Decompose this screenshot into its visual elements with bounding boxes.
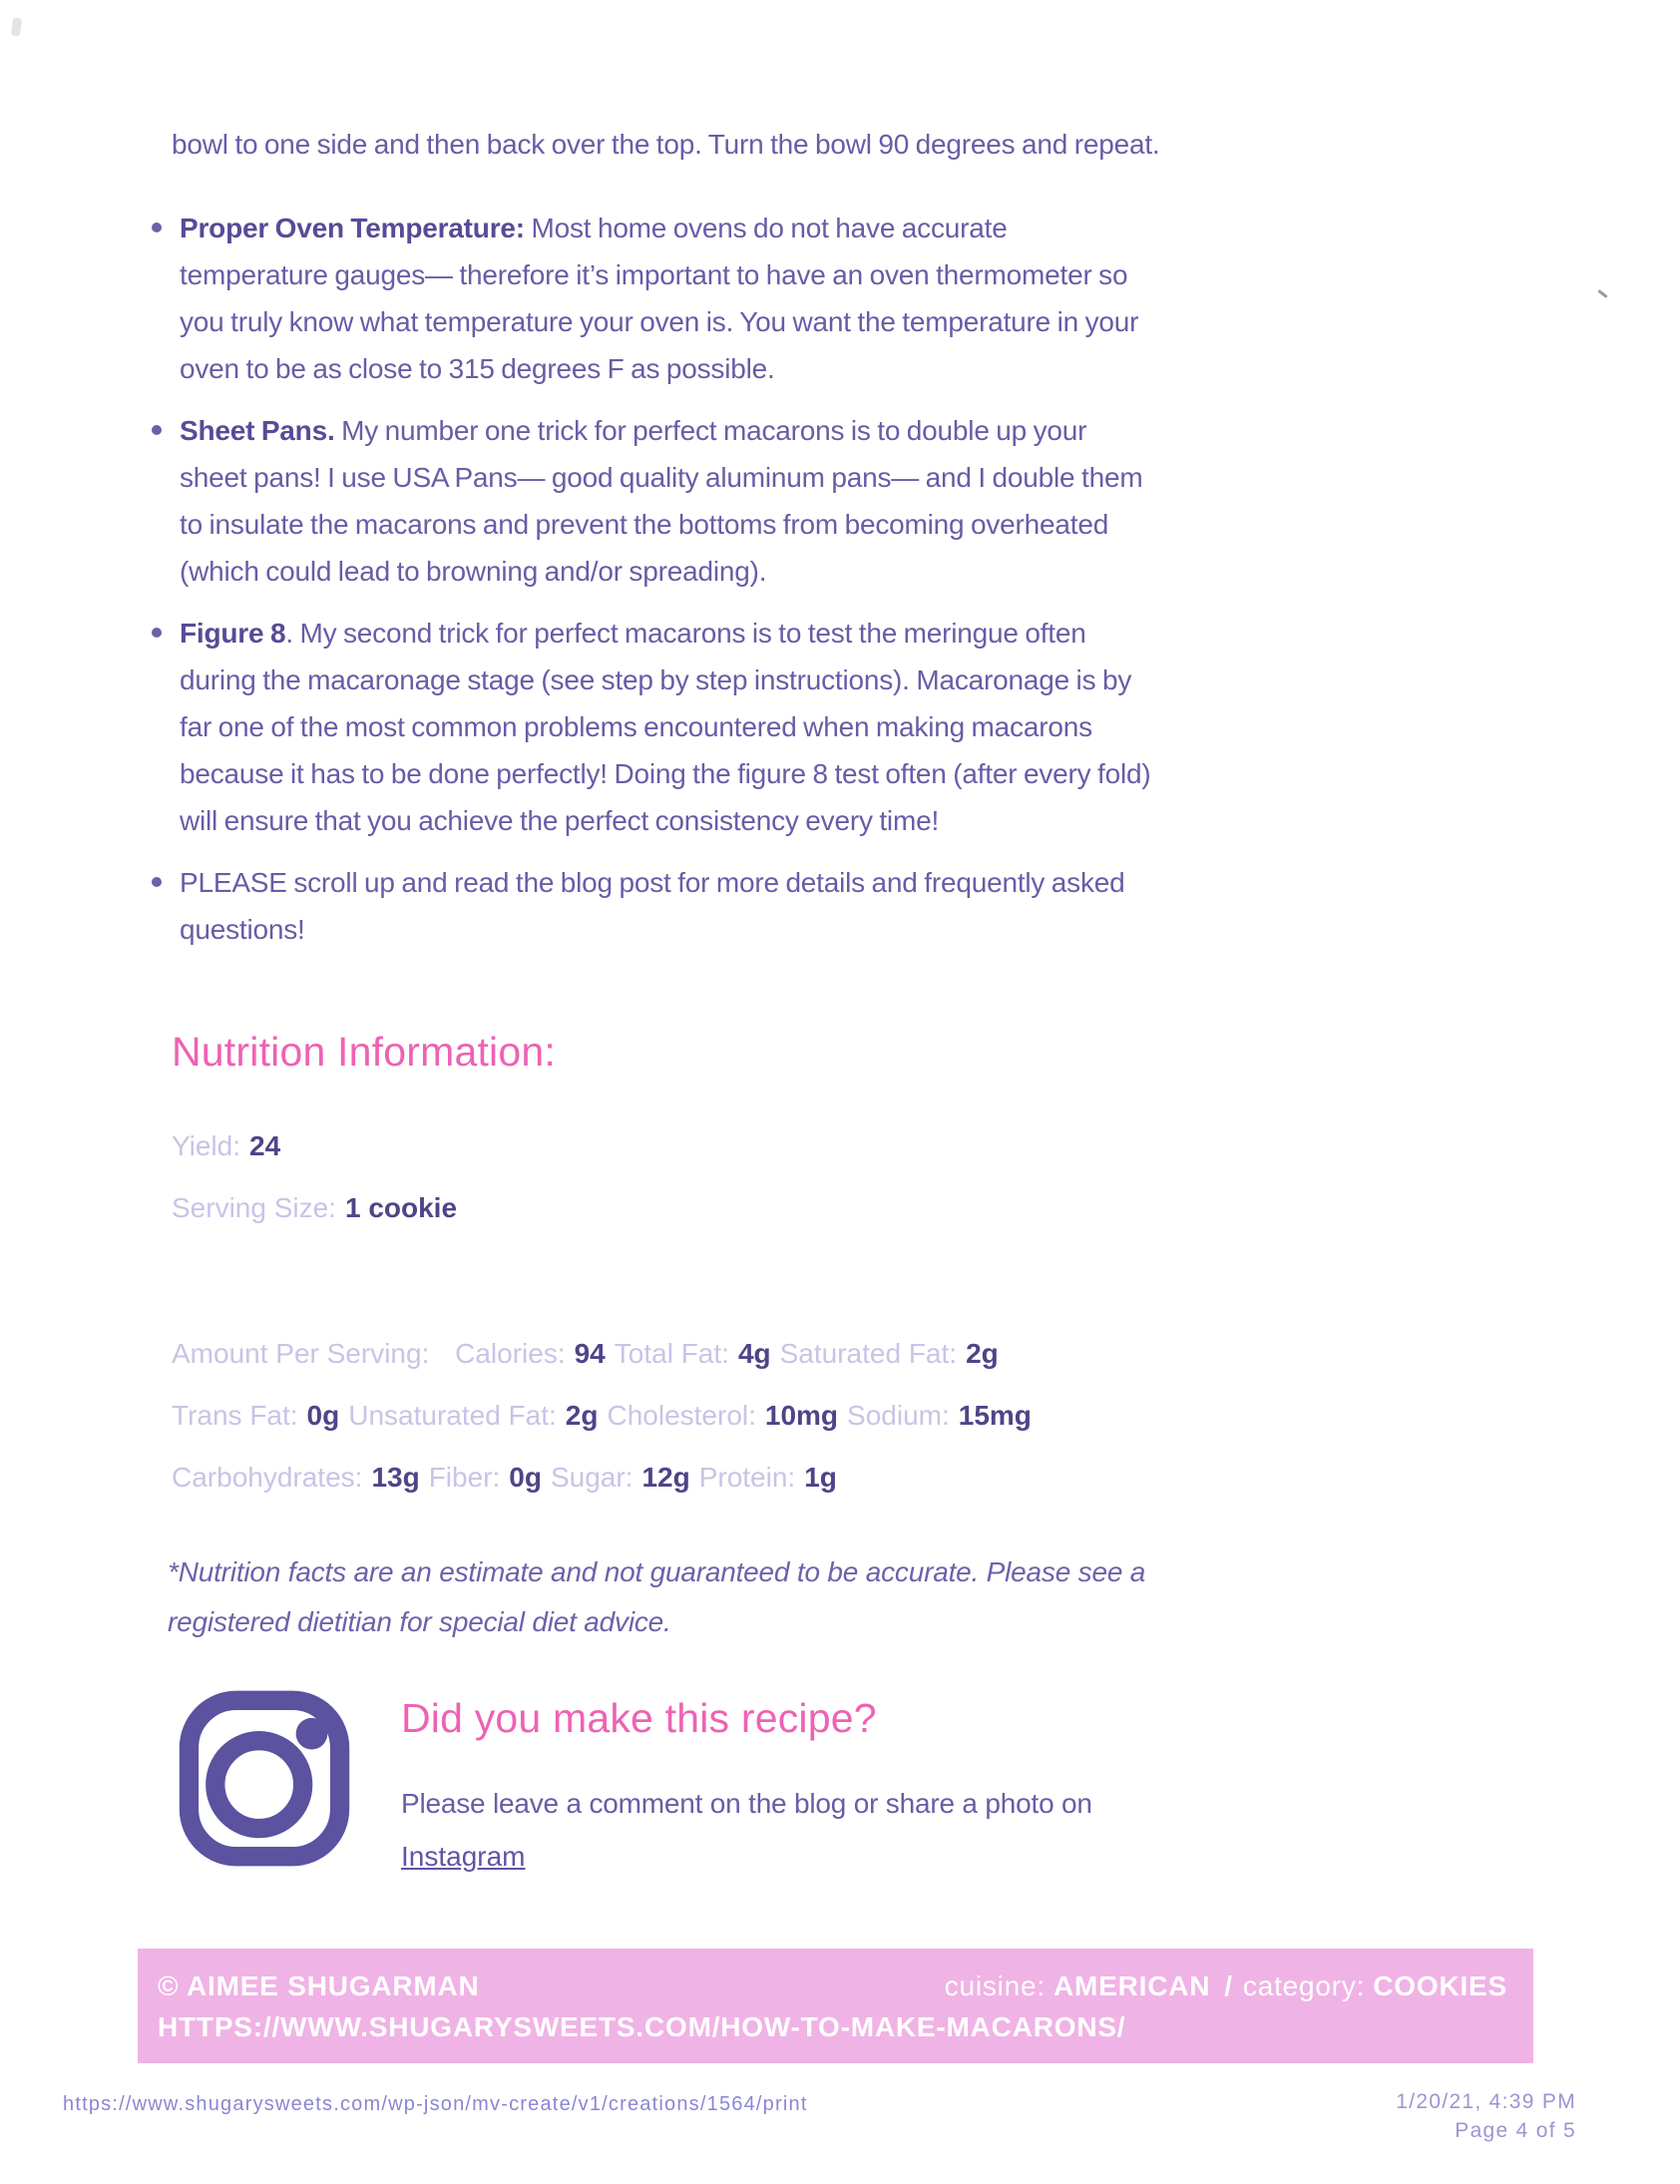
yield-value: 24 bbox=[249, 1130, 281, 1161]
meta-bar-url: HTTPS://WWW.SHUGARYSWEETS.COM/HOW-TO-MAKE-MACARONS/ bbox=[158, 2011, 1126, 2042]
fact-value: 12g bbox=[641, 1462, 690, 1493]
nutrition-facts-row bbox=[172, 1323, 1349, 1385]
fact-label: Calories: bbox=[455, 1338, 566, 1369]
serving-size-line bbox=[172, 1192, 466, 1224]
fact-label: Protein: bbox=[698, 1462, 796, 1493]
list-item bbox=[150, 205, 1157, 392]
fact-label: Sugar: bbox=[550, 1462, 633, 1493]
bullet-bold-lead: Figure 8 bbox=[180, 618, 286, 649]
fact-label: Unsaturated Fat: bbox=[348, 1400, 557, 1431]
copyright-text: © AIMEE SHUGARMAN bbox=[158, 1970, 480, 2001]
fact-label: Carbohydrates: bbox=[172, 1462, 363, 1493]
serving-size-label: Serving Size: bbox=[172, 1192, 336, 1223]
fact-label: Trans Fat: bbox=[172, 1400, 298, 1431]
print-source-url: https://www.shugarysweets.com/wp-json/mv-create/v1/creations/1564/print bbox=[63, 2093, 808, 2115]
fact-value: 10mg bbox=[764, 1400, 839, 1431]
print-date-page bbox=[1396, 2087, 1576, 2145]
bullet-text: My number one trick for perfect macarons is to double up your sheet pans! I use USA Pans— good quality aluminum pans— and I double them to insulate the macarons and prevent the bottoms from becoming overheated (which could lead to browning and/or spreading). bbox=[180, 415, 1143, 587]
fact-value: 2g bbox=[565, 1400, 599, 1431]
scan-artifact bbox=[1597, 289, 1608, 298]
list-item bbox=[150, 407, 1157, 595]
yield-line bbox=[172, 1130, 289, 1162]
print-datetime: 1/20/21, 4:39 PM bbox=[1396, 2090, 1576, 2113]
meta-bar-row bbox=[138, 1949, 1533, 2002]
fact-label: Saturated Fat: bbox=[779, 1338, 958, 1369]
recipe-meta-bar bbox=[138, 1949, 1533, 2063]
bullet-dot-icon bbox=[152, 425, 162, 435]
cta-heading: Did you make this recipe? bbox=[401, 1695, 877, 1741]
fact-value: 1g bbox=[804, 1462, 837, 1493]
yield-label: Yield: bbox=[172, 1130, 241, 1161]
fact-label: Total Fat: bbox=[614, 1338, 729, 1369]
fact-value: 13g bbox=[371, 1462, 420, 1493]
bullet-text: PLEASE scroll up and read the blog post for more details and frequently asked questions! bbox=[180, 867, 1125, 945]
nutrition-heading: Nutrition Information: bbox=[172, 1029, 556, 1075]
serving-size-value: 1 cookie bbox=[344, 1192, 458, 1223]
meta-separator: / bbox=[1224, 1970, 1233, 2001]
bullet-dot-icon bbox=[152, 877, 162, 887]
fact-value: 94 bbox=[574, 1338, 606, 1369]
cuisine-value: AMERICAN bbox=[1053, 1970, 1211, 2001]
bullet-bold-lead: Sheet Pans. bbox=[180, 415, 335, 446]
scan-artifact bbox=[11, 17, 22, 36]
tips-bullet-list bbox=[150, 205, 1157, 968]
category-value: COOKIES bbox=[1373, 1970, 1507, 2001]
bullet-dot-icon bbox=[152, 628, 162, 638]
fact-value: 0g bbox=[306, 1400, 340, 1431]
fact-label: Amount Per Serving: bbox=[172, 1338, 438, 1369]
nutrition-facts-row bbox=[172, 1385, 1349, 1447]
fact-value: 2g bbox=[966, 1338, 999, 1369]
bullet-text: Most home ovens do not have accurate temperature gauges— therefore it’s important to have an oven thermometer so you truly know what temperature your oven is. You want the temperature in your oven to be as close to 315 degrees F as possible. bbox=[180, 213, 1139, 384]
cuisine-label: cuisine: bbox=[944, 1970, 1046, 2001]
list-item bbox=[150, 610, 1157, 844]
page-number: Page 4 of 5 bbox=[1455, 2119, 1576, 2142]
nutrition-disclaimer: *Nutrition facts are an estimate and not guaranteed to be accurate. Please see a registered dietitian for special diet advice. bbox=[168, 1556, 1146, 1637]
list-item bbox=[150, 859, 1157, 953]
nutrition-facts bbox=[172, 1323, 1349, 1509]
fact-label: Sodium: bbox=[847, 1400, 950, 1431]
cuisine-category-meta bbox=[945, 1970, 1507, 2002]
fact-value: 4g bbox=[737, 1338, 771, 1369]
intro-paragraph: bowl to one side and then back over the top. Turn the bowl 90 degrees and repeat. bbox=[172, 129, 1160, 160]
fact-value: 15mg bbox=[958, 1400, 1032, 1431]
fact-value: 0g bbox=[509, 1462, 542, 1493]
fact-label: Fiber: bbox=[428, 1462, 501, 1493]
bullet-bold-lead: Proper Oven Temperature: bbox=[180, 213, 525, 243]
nutrition-facts-row bbox=[172, 1447, 1349, 1509]
bullet-dot-icon bbox=[152, 222, 162, 232]
instagram-icon-dot bbox=[296, 1718, 328, 1750]
fact-label: Cholesterol: bbox=[607, 1400, 756, 1431]
instagram-icon bbox=[177, 1688, 352, 1869]
cta-body-text: Please leave a comment on the blog or share a photo on bbox=[401, 1788, 1092, 1819]
bullet-text: . My second trick for perfect macarons is to test the meringue often during the macaronage stage (see step by step instructions). Macaronage is by far one of the most common problems encountered when making macarons because it has to be done perfectly! Doing the figure 8 test often (after every fold) will ensure that you achieve the perfect consistency every time! bbox=[180, 618, 1151, 836]
category-label: category: bbox=[1242, 1970, 1366, 2001]
instagram-icon-lens bbox=[215, 1741, 303, 1829]
instagram-link[interactable]: Instagram bbox=[401, 1841, 526, 1872]
